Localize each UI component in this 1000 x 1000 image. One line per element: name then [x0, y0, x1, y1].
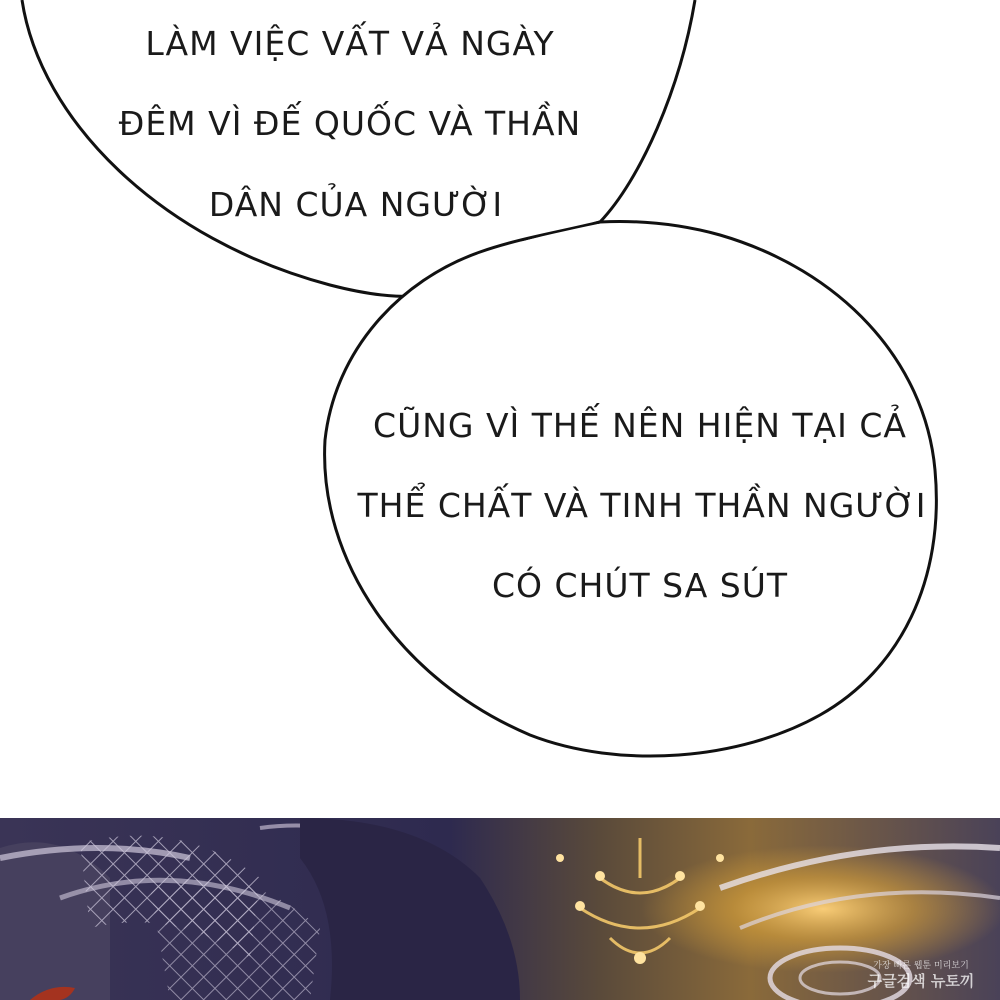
- ceiling-illustration-panel: [0, 818, 1000, 1000]
- watermark-small-text: 가장 빠른 웹툰 미리보기: [873, 961, 969, 971]
- ceiling-illustration: [0, 818, 1000, 1000]
- bubble-bottom-line-2: THỂ CHẤT VÀ TINH THẦN NGƯỜI: [357, 486, 927, 525]
- site-watermark: [856, 961, 986, 990]
- bubble-top-line-2: ĐÊM VÌ ĐẾ QUỐC VÀ THẦN: [118, 104, 582, 143]
- bubble-bottom-line-3: CÓ CHÚT SA SÚT: [491, 566, 789, 605]
- bubble-bottom-line-1: CŨNG VÌ THẾ NÊN HIỆN TẠI CẢ: [373, 406, 907, 445]
- bubble-top-line-1: LÀM VIỆC VẤT VẢ NGÀY: [145, 24, 555, 63]
- bubble-top-line-3: DÂN CỦA NGƯỜI: [208, 185, 504, 224]
- watermark-big-text: 구글검색 뉴토끼: [867, 972, 975, 990]
